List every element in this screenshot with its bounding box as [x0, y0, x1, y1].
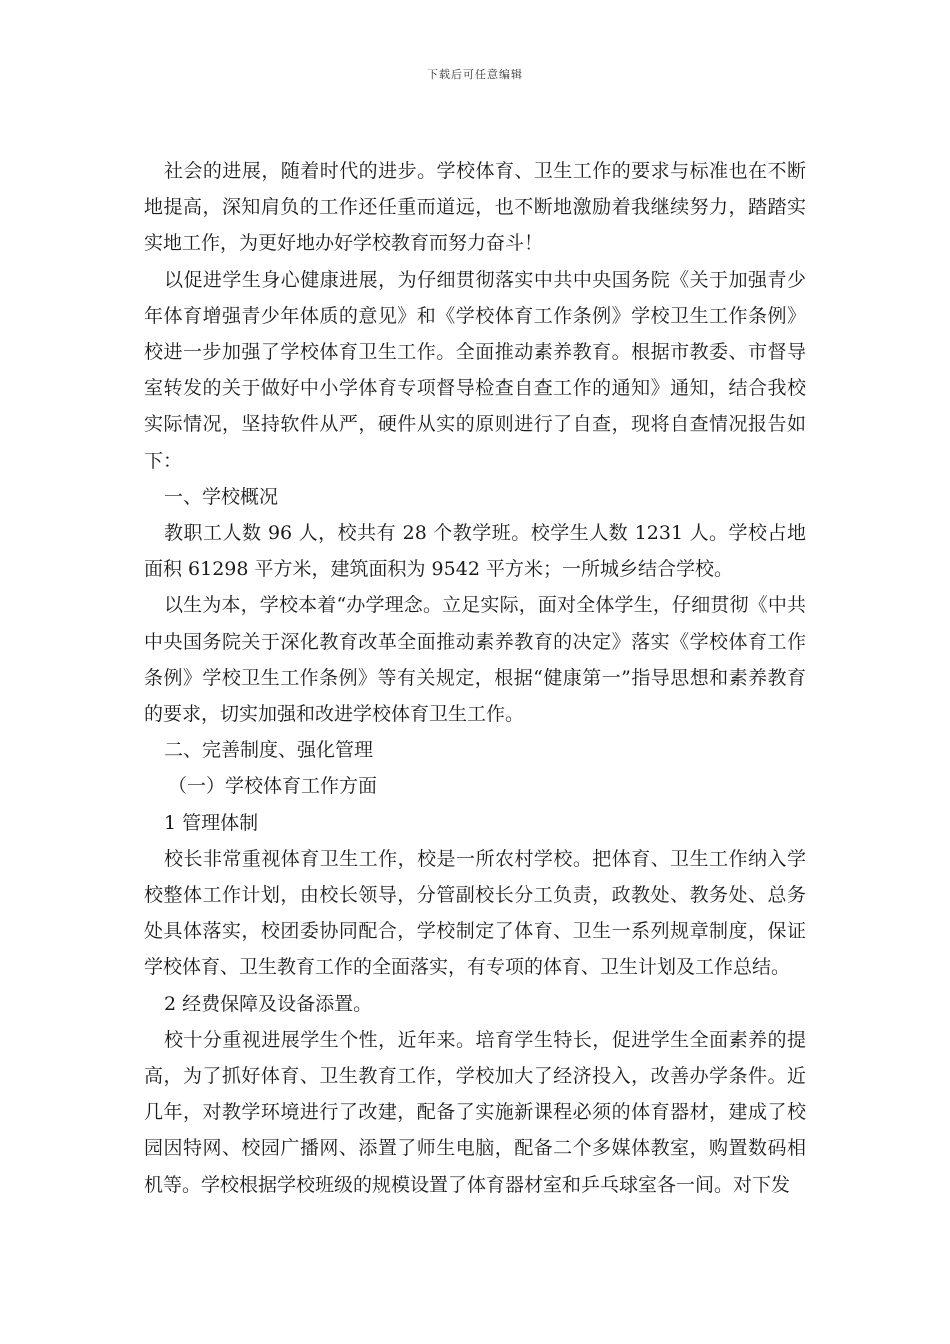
page-header: 下载后可任意编辑: [427, 68, 523, 81]
paragraph: 以生为本，学校本着“办学理念。立足实际，面对全体学生，仔细贯彻《中共中央国务院关于深化教育改革全面推动素养教育的决定》落实《学校体育工作条例》学校卫生工作条例》等有关规定，根据“健康第一”指导思想和素养教育的要求，切实加强和改进学校体育卫生工作。: [144, 594, 806, 726]
section-heading: 二、完善制度、强化管理: [164, 739, 374, 762]
section-heading: 一、学校概况: [164, 485, 279, 508]
paragraph: 校长非常重视体育卫生工作，校是一所农村学校。把体育、卫生工作纳入学校整体工作计划，由校长领导，分管副校长分工负责，政教处、教务处、总务处具体落实，校团委协同配合，学校制定了体育、卫生一系列规章制度，保证学校体育、卫生教育工作的全面落实，有专项的体育、卫生计划及工作总结。: [144, 847, 806, 979]
document-body: [144, 153, 806, 1203]
item-heading: 1 管理体制: [164, 811, 259, 834]
paragraph: 校十分重视进展学生个性，近年来。培育学生特长，促进学生全面素养的提高，为了抓好体育、卫生教育工作，学校加大了经济投入，改善办学条件。近几年，对教学环境进行了改建，配备了实施新课程必须的体育器材，建成了校园因特网、校园广播网、添置了师生电脑，配备二个多媒体教室，购置数码相机等。学校根据学校班级的规模设置了体育器材室和乒乓球室各一间。对下发: [144, 1028, 806, 1196]
subsection-heading: （一）学校体育工作方面: [168, 775, 378, 798]
paragraph: 以促进学生身心健康进展，为仔细贯彻落实中共中央国务院《关于加强青少年体育增强青少年体质的意见》和《学校体育工作条例》学校卫生工作条例》校进一步加强了学校体育卫生工作。全面推动素养教育。根据市教委、市督导室转发的关于做好中小学体育专项督导检查自查工作的通知》通知，结合我校实际情况，坚持软件从严，硬件从实的原则进行了自查，现将自查情况报告如下：: [144, 268, 806, 472]
item-heading: 2 经费保障及设备添置。: [164, 992, 373, 1015]
paragraph: 社会的进展，随着时代的进步。学校体育、卫生工作的要求与标准也在不断地提高，深知肩负的工作还任重而道远，也不断地激励着我继续努力，踏踏实实地工作，为更好地办好学校教育而努力奋斗！: [144, 160, 806, 255]
paragraph: 教职工人数 96 人，校共有 28 个教学班。校学生人数 1231 人。学校占地面积 61298 平方米，建筑面积为 9542 平方米；一所城乡结合学校。: [144, 522, 806, 581]
